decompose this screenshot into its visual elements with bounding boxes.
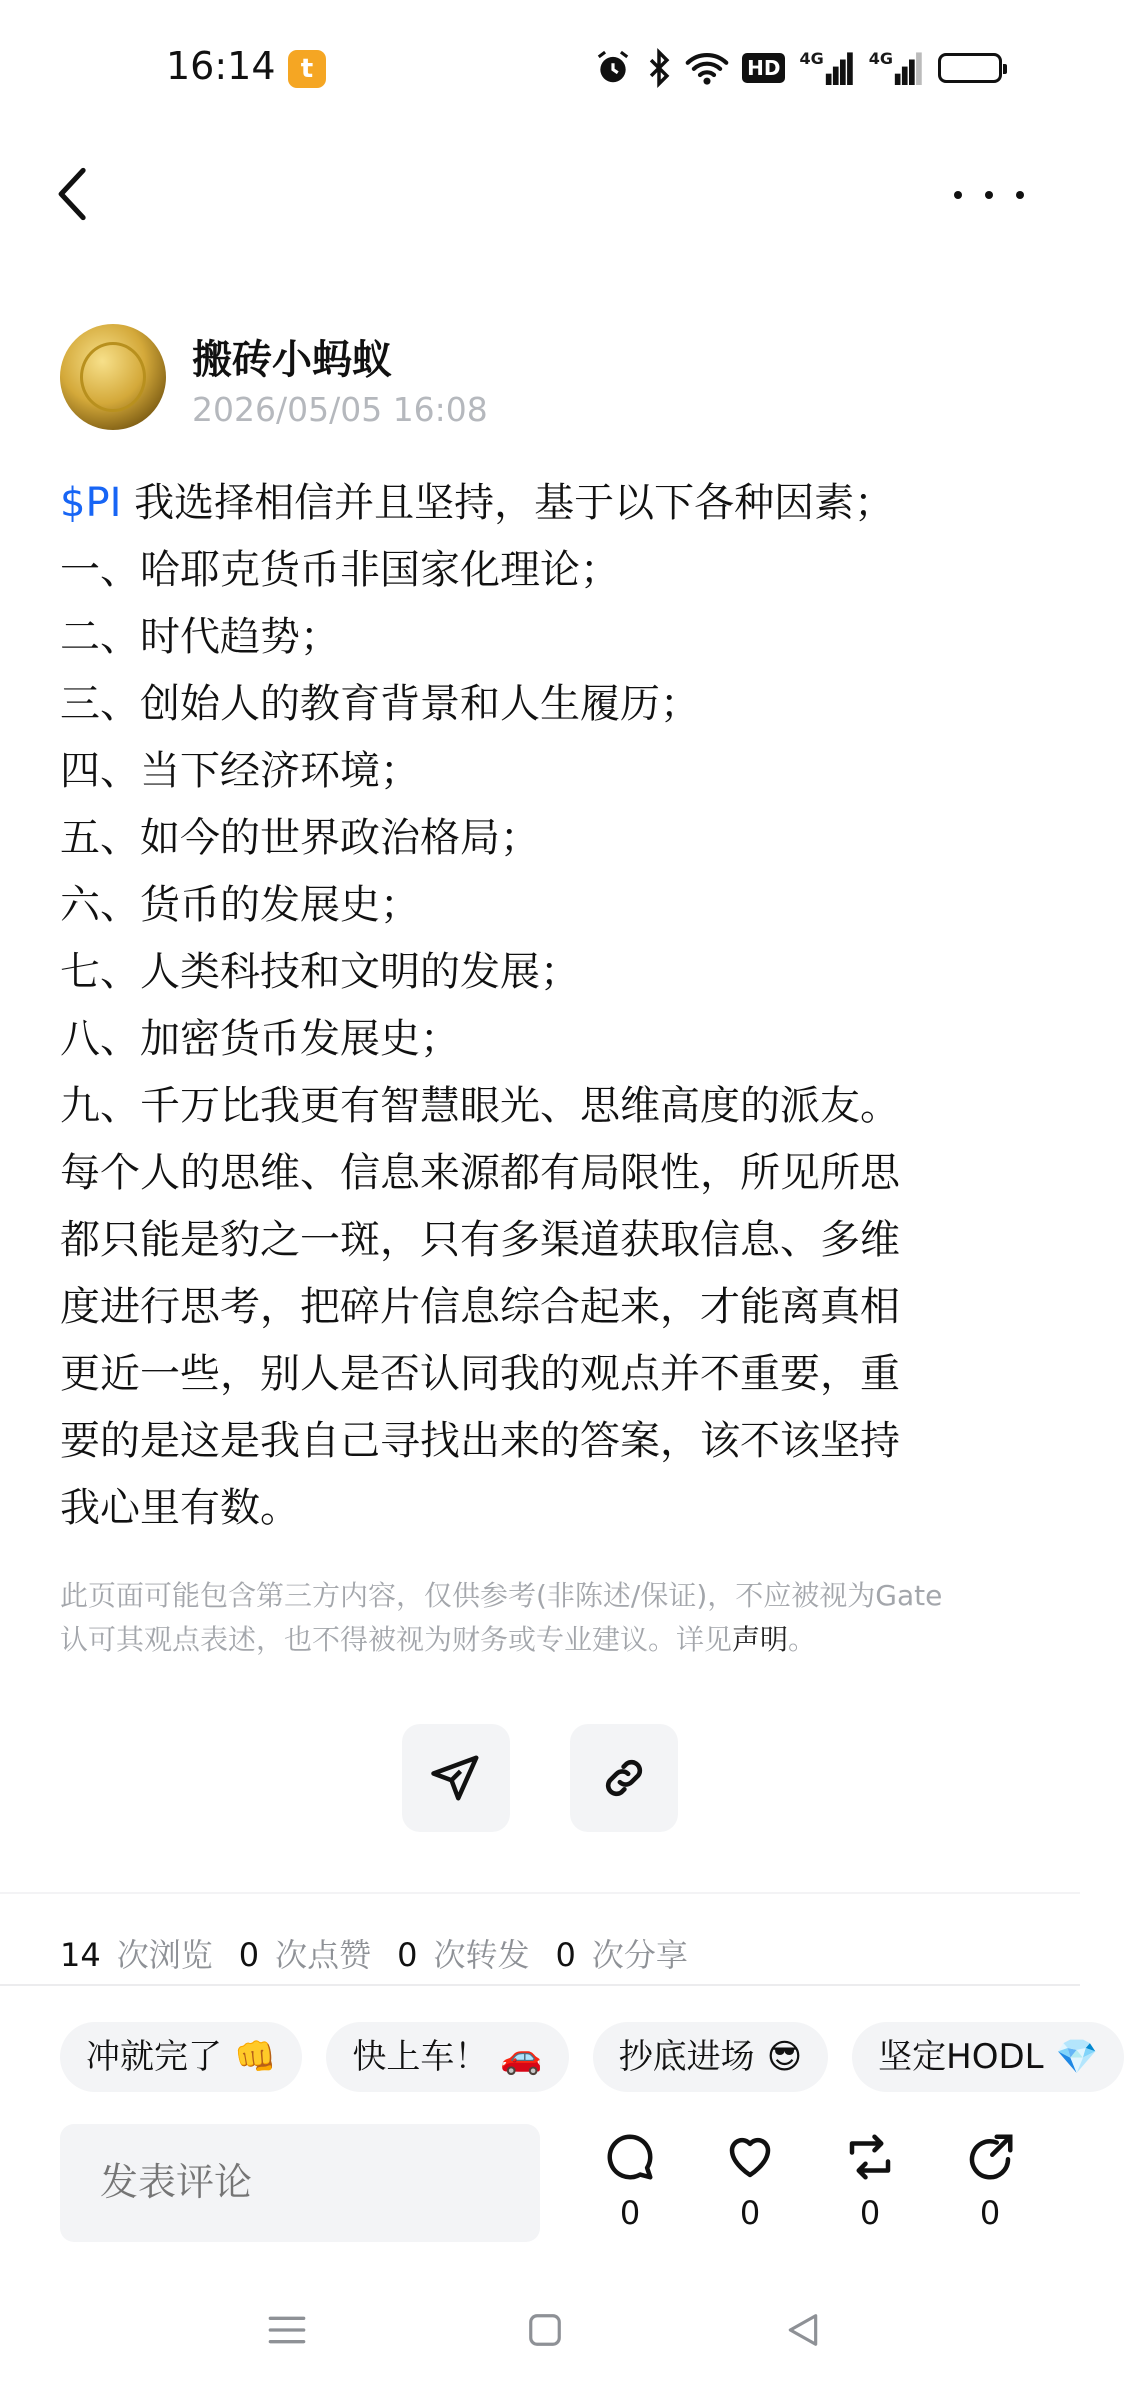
share-icon (963, 2130, 1017, 2184)
coin-tag-link[interactable]: $PI (60, 480, 122, 526)
wifi-icon (686, 46, 728, 90)
fist-emoji-icon: 👊 (234, 2037, 277, 2077)
comment-button[interactable] (590, 2130, 670, 2232)
bottom-separator (0, 1984, 1080, 1986)
quick-reply-chip[interactable]: 冲就完了 👊 (60, 2022, 302, 2092)
post-line: 四、当下经济环境； (60, 748, 420, 794)
comment-bubble-icon (603, 2130, 657, 2184)
like-count: 0 (739, 2194, 761, 2232)
shares-count: 0 (555, 1936, 576, 1974)
system-back-button[interactable] (778, 2300, 828, 2360)
post-first-line-text: 我选择相信并且坚持，基于以下各种因素； (121, 480, 895, 526)
square-home-icon (526, 2311, 564, 2349)
disclaimer (60, 1574, 1020, 1662)
likes-count: 0 (238, 1936, 260, 1974)
system-menu-button[interactable] (262, 2300, 312, 2360)
views-label: 次浏览 (116, 1936, 213, 1974)
system-home-button[interactable] (520, 2300, 570, 2360)
menu-icon (267, 2312, 307, 2348)
quick-reply-chip[interactable]: 抄底进场 😎 (593, 2022, 828, 2092)
sunglasses-emoji-icon: 😎 (766, 2037, 803, 2077)
link-icon (599, 1753, 649, 1803)
bluetooth-icon (646, 46, 672, 90)
post-line: 每个人的思维、信息来源都有局限性，所见所思 (60, 1150, 900, 1196)
disclaimer-line-1: 此页面可能包含第三方内容，仅供参考(非陈述/保证)，不应被视为Gate (60, 1579, 943, 1612)
views-count: 14 (60, 1936, 101, 1974)
heart-icon (723, 2130, 777, 2184)
post-line: 更近一些，别人是否认同我的观点并不重要，重 (60, 1351, 900, 1397)
signal-icon-1: 4G (799, 46, 854, 90)
likes-label: 次点赞 (275, 1936, 372, 1974)
reposts-count: 0 (397, 1936, 418, 1974)
copy-link-button[interactable] (570, 1724, 678, 1832)
more-horizontal-icon (954, 191, 962, 199)
send-button[interactable] (402, 1724, 510, 1832)
like-button[interactable] (710, 2130, 790, 2232)
car-emoji-icon: 🚗 (500, 2037, 543, 2077)
status-icons (594, 46, 1002, 90)
share-button[interactable] (950, 2130, 1030, 2232)
post-line: 八、加密货币发展史； (60, 1016, 460, 1062)
paper-plane-icon (429, 1751, 483, 1805)
post-line: 要的是这是我自己寻找出来的答案，该不该坚持 (60, 1418, 900, 1464)
repost-icon (843, 2130, 897, 2184)
comment-count: 0 (619, 2194, 641, 2232)
share-count: 0 (979, 2194, 1001, 2232)
post-body (60, 470, 1020, 1542)
post-line: 都只能是豹之一斑，只有多渠道获取信息、多维 (60, 1217, 900, 1263)
post-stats (60, 1930, 714, 1976)
shares-label: 次分享 (591, 1936, 688, 1974)
disclaimer-line-2: 认可其观点表述，也不得被视为财务或专业建议。详见声明。 (60, 1623, 817, 1656)
status-time: 16:14 (166, 44, 276, 88)
post-line: 二、时代趋势； (60, 614, 340, 660)
post-line: 度进行思考，把碎片信息综合起来，才能离真相 (60, 1284, 900, 1330)
signal-icon-2: 4G (869, 46, 924, 90)
status-bar (0, 0, 1080, 140)
author-avatar[interactable] (60, 324, 166, 430)
quick-reply-chip[interactable]: 坚定HODL 💎 (852, 2022, 1124, 2092)
post-line: 七、人类科技和文明的发展； (60, 949, 580, 995)
gem-emoji-icon: 💎 (1055, 2037, 1098, 2077)
app-notification-icon: t (288, 50, 326, 88)
hd-icon: HD (742, 46, 785, 90)
post-line: 九、千万比我更有智慧眼光、思维高度的派友。 (60, 1083, 900, 1129)
post-line: 三、创始人的教育背景和人生履历； (60, 681, 700, 727)
post-line: 一、哈耶克货币非国家化理论； (60, 547, 620, 593)
post-line: 我心里有数。 (60, 1485, 300, 1531)
battery-icon (938, 46, 1002, 90)
repost-button[interactable] (830, 2130, 910, 2232)
back-button[interactable] (56, 164, 106, 224)
divider (0, 1892, 1080, 1894)
comment-input[interactable] (60, 2124, 540, 2242)
chevron-left-icon (56, 167, 90, 221)
triangle-back-icon (784, 2311, 822, 2349)
disclaimer-link[interactable]: 声明 (732, 1623, 789, 1656)
quick-reply-chip[interactable]: 快上车！ 🚗 (326, 2022, 568, 2092)
post-line: 六、货币的发展史； (60, 882, 420, 928)
reposts-label: 次转发 (433, 1936, 530, 1974)
more-options-button[interactable] (954, 170, 1024, 220)
post-line: 五、如今的世界政治格局； (60, 815, 540, 861)
quick-reply-chips (60, 2022, 1124, 2092)
post-time: 2026/05/05 16:08 (192, 390, 488, 429)
post-first-line (60, 470, 1020, 537)
alarm-icon (594, 46, 632, 90)
repost-count: 0 (859, 2194, 881, 2232)
author-name[interactable]: 搬砖小蚂蚁 (192, 337, 392, 383)
